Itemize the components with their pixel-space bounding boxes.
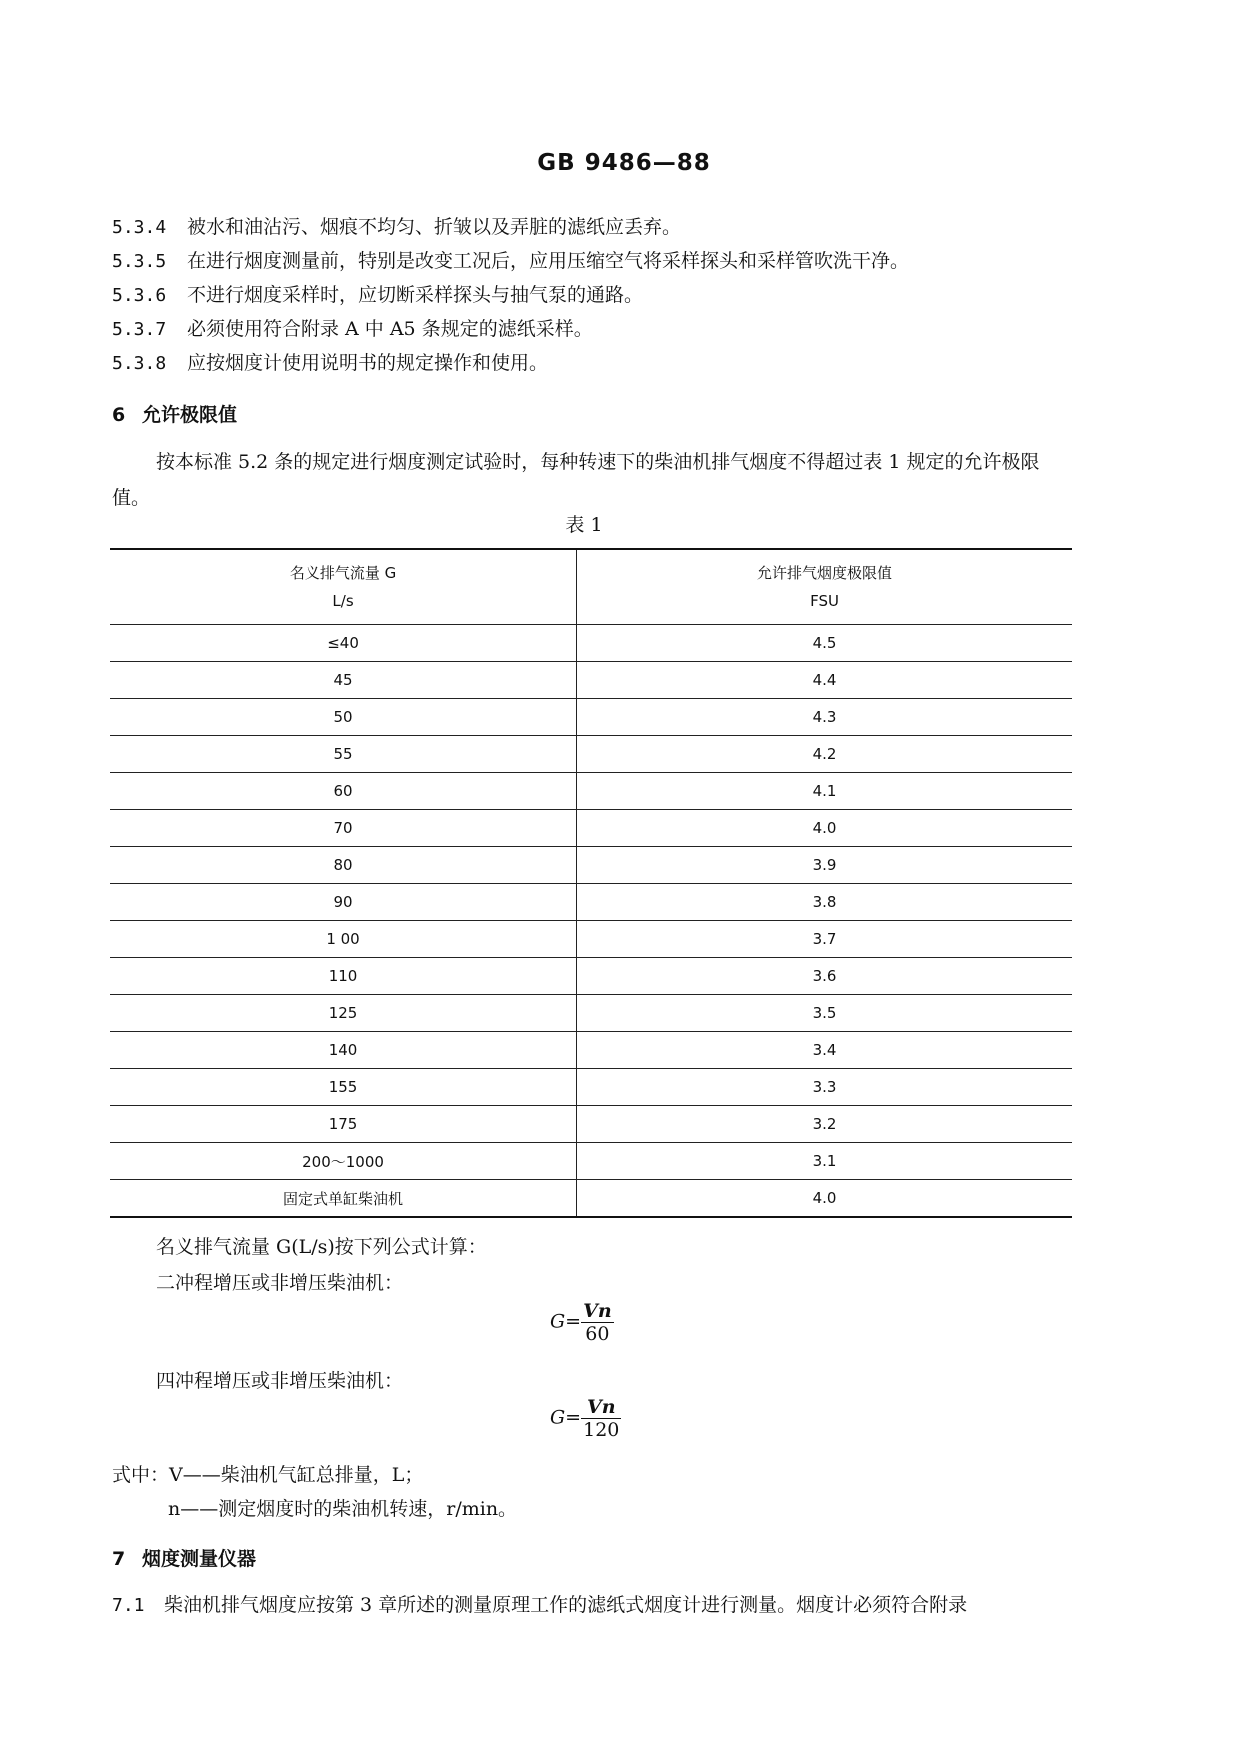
clause-5-3-5 xyxy=(112,246,909,273)
section-title: 烟度测量仪器 xyxy=(142,1548,257,1570)
flow-cell: ≤40 xyxy=(110,625,577,662)
clause-text: 不进行烟度采样时，应切断采样探头与抽气泵的通路。 xyxy=(187,284,644,306)
four-stroke-label: 四冲程增压或非增压柴油机： xyxy=(156,1370,404,1392)
table-row xyxy=(110,921,1072,958)
clause-text: 在进行烟度测量前，特别是改变工况后，应用压缩空气将采样探头和采样管吹洗干净。 xyxy=(187,250,910,272)
limit-cell: 3.1 xyxy=(577,1143,1072,1180)
limit-cell: 4.2 xyxy=(577,736,1072,773)
section-6-paragraph: 按本标准 5.2 条的规定进行烟度测定试验时，每种转速下的柴油机排气烟度不得超过表 1 规定的允许极限值。 xyxy=(112,451,1040,509)
flow-cell: 90 xyxy=(110,884,577,921)
table-row xyxy=(110,662,1072,699)
table-row xyxy=(110,699,1072,736)
table-row xyxy=(110,1180,1072,1218)
col1-header-unit: L/s xyxy=(332,592,354,610)
clause-number: 5.3.4 xyxy=(112,217,167,238)
limit-cell: 4.1 xyxy=(577,773,1072,810)
table-row xyxy=(110,810,1072,847)
formula-intro: 名义排气流量 G(L/s)按下列公式计算： xyxy=(156,1236,487,1258)
section-number: 7 xyxy=(112,1548,126,1570)
formula-lhs: G= xyxy=(550,1406,582,1429)
formula-lhs: G= xyxy=(550,1310,582,1333)
flow-cell: 50 xyxy=(110,699,577,736)
clause-5-3-6 xyxy=(112,280,643,307)
limit-cell: 3.8 xyxy=(577,884,1072,921)
table-row xyxy=(110,1069,1072,1106)
table-row xyxy=(110,1106,1072,1143)
fraction-numerator: Vn xyxy=(583,1300,612,1322)
limit-cell: 4.0 xyxy=(577,1180,1072,1218)
table-row xyxy=(110,625,1072,662)
flow-cell: 110 xyxy=(110,958,577,995)
clause-5-3-7 xyxy=(112,314,593,341)
clause-number: 5.3.5 xyxy=(112,251,167,272)
flow-cell: 60 xyxy=(110,773,577,810)
table-header-row xyxy=(110,549,1072,625)
col2-header-unit: FSU xyxy=(810,592,839,610)
section-number: 6 xyxy=(112,404,126,426)
flow-cell: 55 xyxy=(110,736,577,773)
col2-header xyxy=(577,549,1072,625)
table-row xyxy=(110,1143,1072,1180)
table-row xyxy=(110,884,1072,921)
where-v-definition: 式中：V——柴油机气缸总排量，L； xyxy=(112,1464,424,1486)
flow-cell: 155 xyxy=(110,1069,577,1106)
table-row xyxy=(110,847,1072,884)
limit-cell: 3.2 xyxy=(577,1106,1072,1143)
where-n-definition: n——测定烟度时的柴油机转速，r/min。 xyxy=(168,1498,518,1520)
clause-5-3-4 xyxy=(112,212,681,239)
limit-cell: 3.4 xyxy=(577,1032,1072,1069)
limit-table xyxy=(110,548,1072,1218)
table-row xyxy=(110,995,1072,1032)
clause-number: 7.1 xyxy=(112,1595,145,1616)
flow-cell: 125 xyxy=(110,995,577,1032)
fraction-denominator: 120 xyxy=(583,1419,620,1441)
section-7-heading xyxy=(112,1544,256,1571)
formula-four-stroke xyxy=(550,1396,621,1441)
section-6-heading xyxy=(112,400,237,427)
table-row xyxy=(110,1032,1072,1069)
clause-text: 被水和油沾污、烟痕不均匀、折皱以及弄脏的滤纸应丢弃。 xyxy=(187,216,682,238)
clause-number: 5.3.7 xyxy=(112,319,167,340)
flow-cell: 45 xyxy=(110,662,577,699)
limit-cell: 3.5 xyxy=(577,995,1072,1032)
standard-header: GB 9486—88 xyxy=(537,150,711,176)
flow-cell: 固定式单缸柴油机 xyxy=(110,1180,577,1218)
flow-cell: 200～1000 xyxy=(110,1143,577,1180)
limit-cell: 4.5 xyxy=(577,625,1072,662)
limit-cell: 3.9 xyxy=(577,847,1072,884)
fraction-numerator: Vn xyxy=(581,1396,621,1419)
clause-text: 应按烟度计使用说明书的规定操作和使用。 xyxy=(187,352,549,374)
table-row xyxy=(110,736,1072,773)
fraction-denominator: 60 xyxy=(585,1323,610,1345)
two-stroke-label: 二冲程增压或非增压柴油机： xyxy=(156,1272,404,1294)
limit-cell: 4.0 xyxy=(577,810,1072,847)
fraction xyxy=(581,1300,614,1345)
limit-cell: 4.4 xyxy=(577,662,1072,699)
table-row xyxy=(110,958,1072,995)
fraction xyxy=(581,1396,621,1441)
col1-header xyxy=(110,549,577,625)
flow-cell: 80 xyxy=(110,847,577,884)
table-caption: 表 1 xyxy=(565,514,603,536)
flow-cell: 70 xyxy=(110,810,577,847)
limit-cell: 4.3 xyxy=(577,699,1072,736)
flow-cell: 140 xyxy=(110,1032,577,1069)
formula-two-stroke xyxy=(550,1300,614,1345)
clause-text: 必须使用符合附录 A 中 A5 条规定的滤纸采样。 xyxy=(187,318,593,340)
col1-header-title: 名义排气流量 G xyxy=(289,564,397,582)
limit-cell: 3.7 xyxy=(577,921,1072,958)
limit-cell: 3.3 xyxy=(577,1069,1072,1106)
section-title: 允许极限值 xyxy=(142,404,238,426)
flow-cell: 1 00 xyxy=(110,921,577,958)
clause-5-3-8 xyxy=(112,348,548,375)
clause-number: 5.3.6 xyxy=(112,285,167,306)
flow-cell: 175 xyxy=(110,1106,577,1143)
table-row xyxy=(110,773,1072,810)
clause-text: 柴油机排气烟度应按第 3 章所述的测量原理工作的滤纸式烟度计进行测量。烟度计必须符合附录 xyxy=(164,1594,968,1616)
col2-header-title: 允许排气烟度极限值 xyxy=(757,564,893,582)
limit-cell: 3.6 xyxy=(577,958,1072,995)
clause-number: 5.3.8 xyxy=(112,353,167,374)
clause-7-1 xyxy=(112,1590,967,1617)
